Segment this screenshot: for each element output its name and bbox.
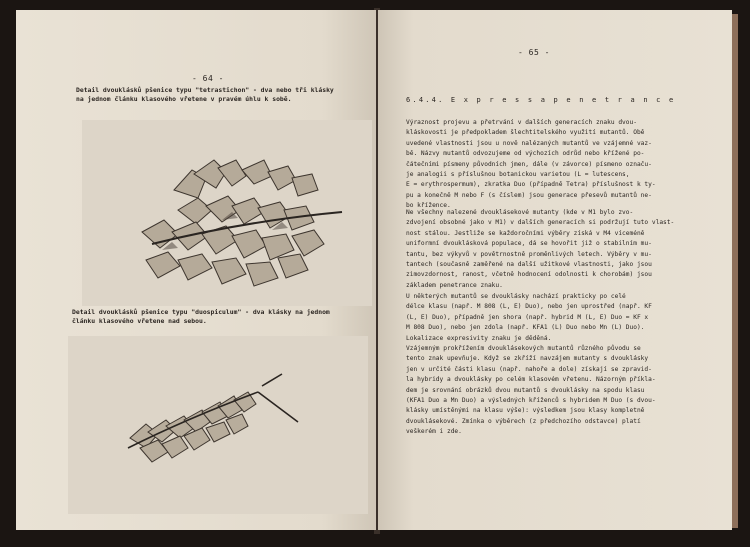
book-edge: [732, 14, 738, 528]
paragraph-4: Vzájemným prokřížením dvouklásekových mutantů různého původu se tento znak upevňuje. Když se zkříží navzájem mutanty s dvouklásky jen v určité části klasu (např. nahoře a dole) získají se zpravid- la hybridy a dvouklásky po celém klasovém vřetenu. Názorným příkla- dem je srovnání obrázků dvou mutantů s dvouklásky na spodu klasu (KFA1 Duo a Mn Duo) a výsledných kříženců s hybridem M Duo (s dvou- klásky umístěnými na klasu výše): výsledkem jsou klasy kompletně dvouklásekové. Zmínka o výběrech (z předchozího odstavce) platí veškerém i zde.: [406, 345, 656, 436]
right-page: [378, 10, 732, 530]
page-number: - 65 -: [518, 48, 550, 57]
paragraph-1: Výraznost projevu a přetrvání v dalších generacích znaku dvou- kláskovosti je předpokladem šlechtitelského využití mutantů. Obě uvedené vlastnosti jsou u nově nalézaných mutantů ve vzájemné vaz- bě. Názvy mutantů odvozujeme od výchozích odrůd nebo křížené po- čátečními písmeny původních jmen, dále (v závorce) písmeno označu- je analogii s příslušnou botanickou varietou (L = lutescens, E = erythrospermum), zkratka Duo (případně Tetra) příslušnost k ty- pu a konečně M nebo F (s číslem) jsou generace přesevů mutantů ne- bo křížence.: [406, 119, 656, 210]
figure-caption-duospiculum: Detail dvouklásků pšenice typu "duospiculum" - dva klásky na jednom článku klasového vřetene nad sebou.: [72, 308, 330, 325]
left-page: [16, 10, 376, 530]
section-heading: 6.4.4. E x p r e s s a p e n e t r a n c e: [406, 96, 676, 104]
page-number: - 64 -: [192, 74, 224, 83]
wheat-spike-photo-tetrastichon: [82, 120, 372, 306]
paragraph-2: Ne všechny nalezené dvouklásekové mutanty (kde v M1 bylo zvo- zdvojení obsobné jako v M1) v dalších generacích si podržují tuto vlast- nost stálou. Jestliže se každoročními výběry získá v M4 víceméně uniformní dvouklásková populace, dá se hovořit již o stabilním mu- tantu, bez výkyvů v povětrnostně proměnlivých letech. Výběry v mu- tantech (současně zaměřené na další užitkové vlastnosti, jako jsou zimovzdornost, ranost, včetně hodnocení odolnosti k chorobám) jsou základem penetrance znaku.: [406, 209, 675, 289]
wheat-spike-photo-duospiculum: [68, 336, 368, 514]
figure-caption-tetrastichon: Detail dvouklásků pšenice typu "tetrastichon" - dva nebo tři klásky na jednom článku klasového vřetene v pravém úhlu k sobě.: [76, 86, 334, 103]
paragraph-3: U některých mutantů se dvouklásky nachází prakticky po celé délce klasu (např. M 808 (L, E) Duo), nebo jen uprostřed (např. KF (L, E) Duo), případně jen shora (např. hybrid M (L, E) Duo = KF x M 808 Duo), nebo jen zdola (např. KFA1 (L) Duo nebo Mn (L) Duo). Lokalizace expresivity znaku je děděná.: [406, 293, 652, 342]
